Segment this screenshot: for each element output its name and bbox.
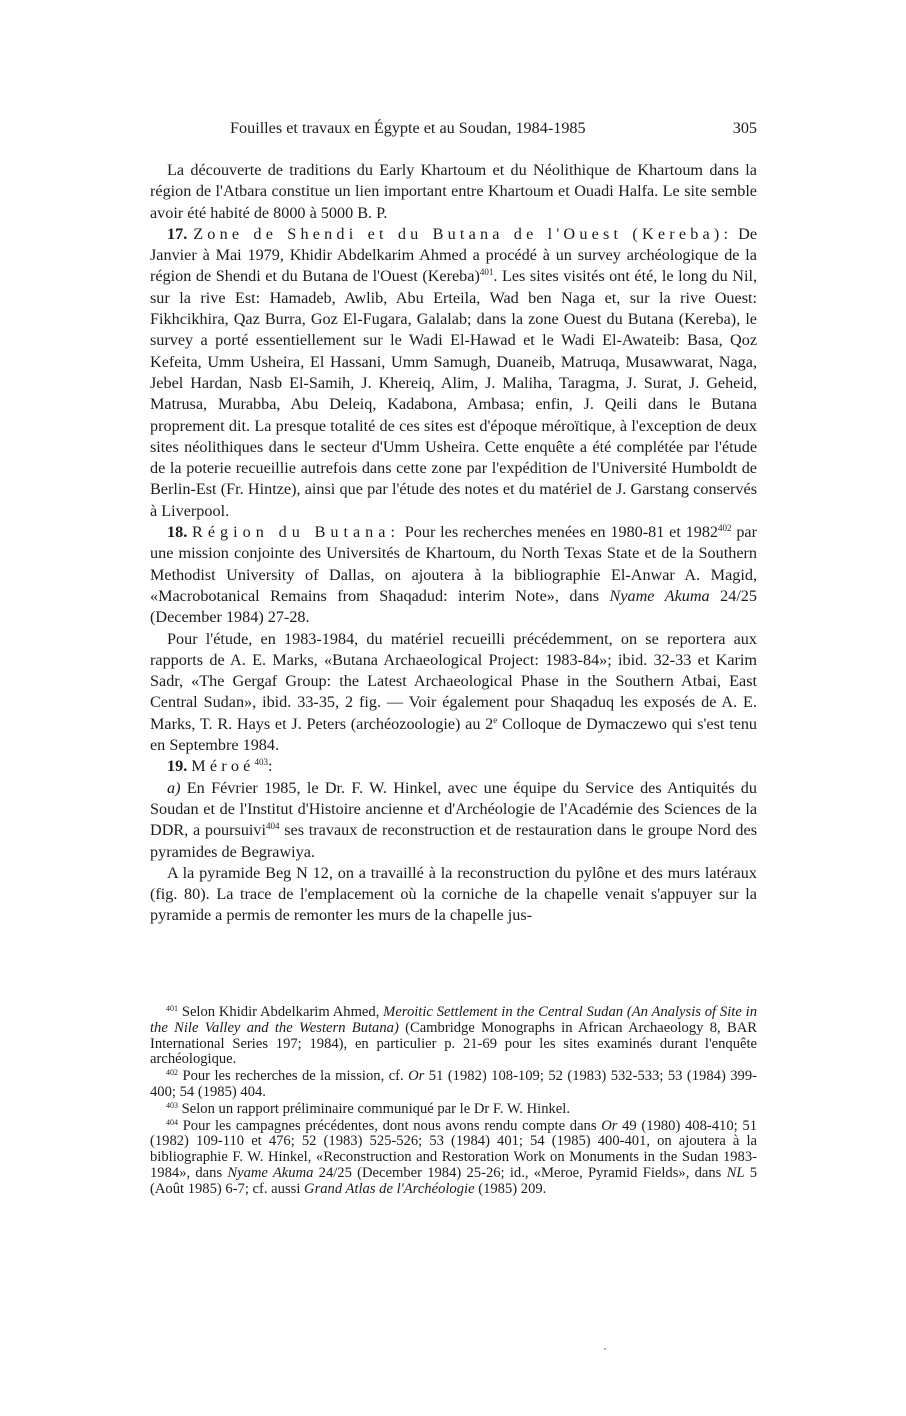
paragraph-text: En Février 1985, le Dr. F. W. Hinkel, avec une équipe du Service des Antiquités du Soudan et de l'Institut d'Histoire ancienne et d'Archéologie de l'Académie des Sciences de la DDR, a poursuivi	[150, 778, 757, 840]
superscript: e	[493, 714, 498, 725]
section-heading: Méroé	[191, 757, 255, 776]
section-19-meroe	[150, 756, 757, 777]
running-header	[150, 119, 757, 141]
paragraph-text: ses travaux de reconstruction et de restauration dans le groupe Nord des pyramides de Begrawiya.	[150, 821, 758, 861]
book-title: Meroitic Settlement in the Central Sudan (An Analysis of Site in the Nile Valley and the Western Butana)	[150, 1004, 757, 1036]
journal-title: Nyame Akuma	[609, 586, 710, 605]
book-title: Grand Atlas de l'Archéologie	[304, 1180, 475, 1197]
paragraph-beg-n12	[150, 863, 757, 927]
journal-title: NL	[726, 1164, 745, 1181]
subsection-a	[150, 778, 757, 863]
footnote-number: 404	[166, 1117, 178, 1127]
footnote-text: Pour les campagnes précédentes, dont nous avons rendu compte dans	[178, 1117, 602, 1134]
footnote-text: 49 (1980) 408-410; 51 (1982) 109-110 et 476; 52 (1983) 525-526; 53 (1984) 401; 54 (1985) 400-401, on ajoutera à la bibliographie F. W. Hinkel, «Reconstruction and Restoration Work on Monuments in the Sudan 1983-1984», dans	[150, 1117, 757, 1181]
footnote-402	[150, 1069, 757, 1101]
footnotes	[150, 1005, 757, 1199]
section-17-shendi	[150, 224, 757, 522]
footnote-ref-404[interactable]: 404	[266, 821, 280, 832]
footnote-text: Selon un rapport préliminaire communiqué par le Dr F. W. Hinkel.	[178, 1100, 570, 1117]
journal-title: Or	[601, 1117, 618, 1134]
paragraph-text: A la pyramide Beg N 12, on a travaillé à la reconstruction du pylône et des murs latéraux (fig. 80). La trace de l'emplacement où la corniche de la chapelle venait s'appuyer sur la pyramide a permis de remonter les murs de la chapelle jus-	[150, 863, 757, 925]
running-title: Fouilles et travaux en Égypte et au Soudan, 1984-1985	[230, 119, 586, 137]
footnote-text: (Cambridge Monographs in African Archaeology 8, BAR International Series 197; 1984), en particulier p. 21-69 pour les sites examinés durant l'enquête archéologique.	[150, 1019, 757, 1068]
footnote-number: 401	[166, 1004, 178, 1013]
journal-title: Or	[408, 1068, 425, 1085]
paragraph-text: par une mission conjointe des Universités de Khartoum, du North Texas State et de la Southern Methodist University of Dallas, on ajoutera à la bibliographie El-Anwar A. Magid, «Macrobotanical Remains from Shaqadud: interim Note», dans	[150, 523, 758, 605]
paragraph-marks-reports	[150, 629, 757, 757]
footnote-401	[150, 1005, 757, 1068]
section-heading: Zone de Shendi et du Butana de l'Ouest (Kereba):	[193, 224, 733, 243]
subsection-label: a)	[167, 778, 181, 797]
paragraph-text: Pour les recherches menées en 1980-81 et 1982	[399, 523, 719, 542]
paragraph-text: Pour l'étude, en 1983-1984, du matériel recueilli précédemment, on se reportera aux rapports de A. E. Marks, «Butana Archaeological Project: 1983-84»; ibid. 32-33 et Karim Sadr, «The Gergaf Group: the Latest Archaeological Phase in the Southern Atbai, East Central Sudan», ibid. 33-35, 2 fig. — Voir également pour Shaqaduq les exposés de A. E. Marks, T. R. Hays et J. Peters (archéozoologie) au 2	[150, 629, 757, 733]
paragraph-text: . Les sites visités ont été, le long du Nil, sur la rive Est: Hamadeb, Awlib, Abu Erteila, Wad ben Naga et, sur la rive Ouest: Fikhcikhira, Qaz Burra, Goz El-Fugara, Galalab; dans la zone Ouest du Butana (Kereba), le survey a porté essentiellement sur le Wadi El-Hawad et le Wadi El-Awateib: Basa, Qoz Kefeita, Umm Usheira, El Hassani, Umm Samugh, Duaneib, Matruqa, Musawwarat, Naga, Jebel Hardan, Nasb El-Samih, J. Khereiq, Alim, J. Maliha, Taragma, J. Surat, J. Geheid, Matrusa, Murabba, Abu Deleiq, Kadabona, Ambasa; enfin, J. Qeili dans le Butana proprement dit. La presque totalité de ces sites est d'époque méroïtique, à l'exception de deux sites néolithiques dans le secteur d'Umm Usheira. Cette enquête a été complétée par l'étude de la poterie recueillie autrefois dans cette zone par l'expédition de l'Université Humboldt de Berlin-Est (Fr. Hintze), ainsi que par l'étude des notes et du matériel de J. Garstang conservés à Liverpool.	[150, 267, 758, 520]
footnote-number: 403	[166, 1100, 178, 1110]
paragraph-text: De Janvier à Mai 1979, Khidir Abdelkarim Ahmed a procédé à un survey archéologique de la région de Shendi et du Butana de l'Ouest (Kereba)	[150, 224, 758, 286]
journal-title: Nyame Akuma	[227, 1164, 314, 1181]
footnote-ref-402[interactable]: 402	[718, 523, 732, 534]
footnote-404	[150, 1119, 757, 1198]
section-number: 17.	[167, 224, 188, 243]
footnote-number: 402	[166, 1068, 178, 1078]
paragraph-text: Colloque de Dymaczewo qui s'est tenu en Septembre 1984.	[150, 714, 758, 755]
main-text	[150, 160, 757, 927]
section-heading: Région du Butana:	[192, 523, 400, 542]
footnote-text: 24/25 (December 1984) 25-26; id., «Meroe, Pyramid Fields», dans	[313, 1164, 727, 1181]
footnote-text: Selon Khidir Abdelkarim Ahmed,	[178, 1004, 384, 1020]
paragraph-text: La découverte de traditions du Early Khartoum et du Néolithique de Khartoum dans la région de l'Atbara constitue un lien important entre Khartoum et Ouadi Halfa. Le site semble avoir été habité de 8000 à 5000 B. P.	[150, 161, 757, 222]
footnote-ref-401[interactable]: 401	[479, 267, 494, 278]
section-number: 18.	[167, 523, 188, 542]
page-number: 305	[732, 119, 757, 137]
punctuation: :	[268, 757, 273, 776]
footnote-text: (1985) 209.	[474, 1180, 547, 1197]
scan-speck	[604, 1348, 606, 1350]
footnote-text: Pour les recherches de la mission, cf.	[178, 1068, 409, 1085]
section-number: 19.	[167, 757, 188, 776]
footnote-ref-403[interactable]: 403	[254, 757, 269, 768]
footnote-text: 5 (Août 1985) 6-7; cf. aussi	[150, 1164, 757, 1197]
paragraph-text: 24/25 (December 1984) 27-28.	[150, 586, 757, 627]
section-18-butana	[150, 522, 757, 628]
footnote-403	[150, 1102, 757, 1118]
footnote-text: 51 (1982) 108-109; 52 (1983) 532-533; 53 (1984) 399-400; 54 (1985) 404.	[150, 1068, 758, 1100]
paragraph-atbara	[150, 160, 757, 224]
